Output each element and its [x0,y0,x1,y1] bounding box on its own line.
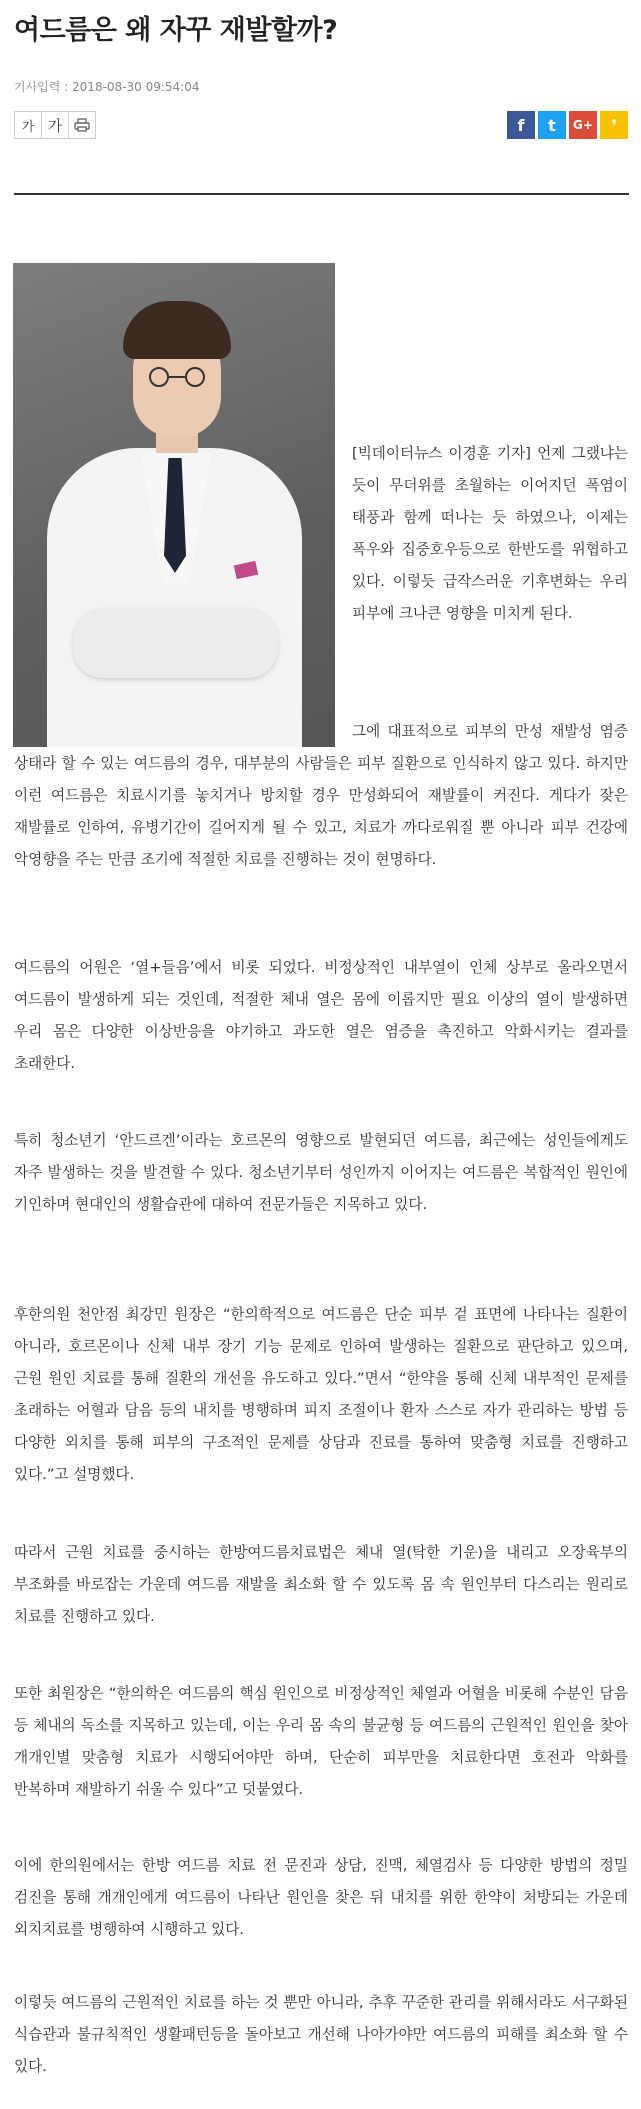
kakaostory-share-button[interactable]: ❜ [600,111,628,139]
photo-glasses [141,367,213,387]
article-paragraph: 여드름의 어원은 ‘열+들음’에서 비롯 되었다. 비정상적인 내부열이 인체 상부로 올라오면서 여드름이 발생하게 되는 것인데, 적절한 체내 열은 몸에 이롭지만 필요 이상의 열이 발생하면 우리 몸은 다양한 이상반응을 야기하고 과도한 열은 염증을 촉진하고 악화시키는 결과를 초래한다. [14,959,628,1072]
googleplus-share-button[interactable]: G+ [569,111,597,139]
article-paragraph: 후한의원 천안점 최강민 원장은 “한의학적으로 여드름은 단순 피부 겉 표면에 나타나는 질환이 아니라, 호르몬이나 신체 내부 장기 기능 문제로 인하여 발생하는 질환으로 판단하고 있으며, 근원 원인 치료를 통해 질환의 개선을 유도하고 있다.”면서 “한약을 통해 신체 내부적인 문제를 초래하는 어혈과 담음 등의 내치를 병행하며 피지 조절이나 환자 스스로 자가 관리하는 방법 등 다양한 외치를 통해 피부의 구조적인 문제를 상담과 진료를 통하여 맞춤형 치료를 진행하고 있다.”고 설명했다. [14,1306,628,1483]
font-decrease-button[interactable]: 가 [14,111,42,139]
twitter-share-button[interactable]: t [538,111,566,139]
article-paragraph: 그에 대표적으로 피부의 만성 재발성 염증 상태라 할 수 있는 여드름의 경우, 대부분의 사람들은 피부 질환으로 인식하지 않고 있다. 하지만 이런 여드름은 치료시기를 놓치거나 방치할 경우 만성화되어 재발률이 커진다. 게다가 잦은 재발률로 인하여, 유병기간이 길어지게 될 수 있고, 치료가 까다로워질 뿐 아니라 피부 건강에 악영향을 주는 만큼 조기에 적절한 치료를 진행하는 것이 현명하다. [14,723,628,868]
print-button[interactable] [68,111,96,139]
text-tools [14,111,95,139]
header-divider [14,193,629,195]
photo-hair [123,301,231,359]
photo-arms [73,608,278,678]
font-increase-button[interactable]: 가 [41,111,69,139]
facebook-share-button[interactable]: f [507,111,535,139]
article-paragraph: 또한 최원장은 “한의학은 여드름의 핵심 원인으로 비정상적인 체열과 어혈을 비롯해 수분인 담음 등 체내의 독소를 지목하고 있는데, 이는 우리 몸 속의 불균형 등 여드름의 근원적인 원인을 찾아 개개인별 맞춤형 치료가 시행되어야만 하며, 단순히 피부만을 치료한다면 호전과 악화를 반복하며 재발하기 쉬울 수 있다”고 덧붙였다. [14,1685,628,1798]
article-title: 여드름은 왜 자꾸 재발할까? [14,15,338,46]
print-icon [74,118,90,132]
article-dateline: 기사입력 : 2018-08-30 09:54:04 [14,80,200,94]
article-paragraph: 이렇듯 여드름의 근원적인 치료를 하는 것 뿐만 아니라, 추후 꾸준한 관리를 위해서라도 서구화된 식습관과 불규칙적인 생활패턴등을 돌아보고 개선해 나아가야만 여드름의 피해를 최소화 할 수 있다. [14,1994,628,2075]
article-paragraph: [빅데이터뉴스 이경훈 기자] 언제 그랬냐는 듯이 무더위를 초월하는 이어지던 폭염이 태풍과 함께 떠나는 듯 하였으나, 이제는 폭우와 집중호우등으로 한반도를 위협하고 있다. 이렇듯 급작스러운 기후변화는 우리 피부에 크나큰 영향을 미치게 된다. [352,445,628,622]
article-paragraph: 이에 한의원에서는 한방 여드름 치료 전 문진과 상담, 진맥, 체열검사 등 다양한 방법의 정밀 검진을 통해 개개인에게 여드름이 나타난 원인을 찾은 뒤 내치를 위한 한약이 처방되는 가운데 외치치료를 병행하여 시행하고 있다. [14,1857,628,1938]
article-paragraph: 따라서 근원 치료를 중시하는 한방여드름치료법은 체내 열(탁한 기운)을 내리고 오장육부의 부조화를 바로잡는 가운데 여드름 재발을 최소화 할 수 있도록 몸 속 원인부터 다스리는 원리로 치료를 진행하고 있다. [14,1544,628,1625]
article-paragraph: 특히 청소년기 ‘안드르겐’이라는 호르몬의 영향으로 발현되던 여드름, 최근에는 성인들에게도 자주 발생하는 것을 발견할 수 있다. 청소년기부터 성인까지 이어지는 여드름은 복합적인 원인에 기인하며 현대인의 생활습관에 대하여 전문가들은 지목하고 있다. [14,1132,628,1213]
article-photo [13,263,335,747]
share-buttons [504,111,628,139]
